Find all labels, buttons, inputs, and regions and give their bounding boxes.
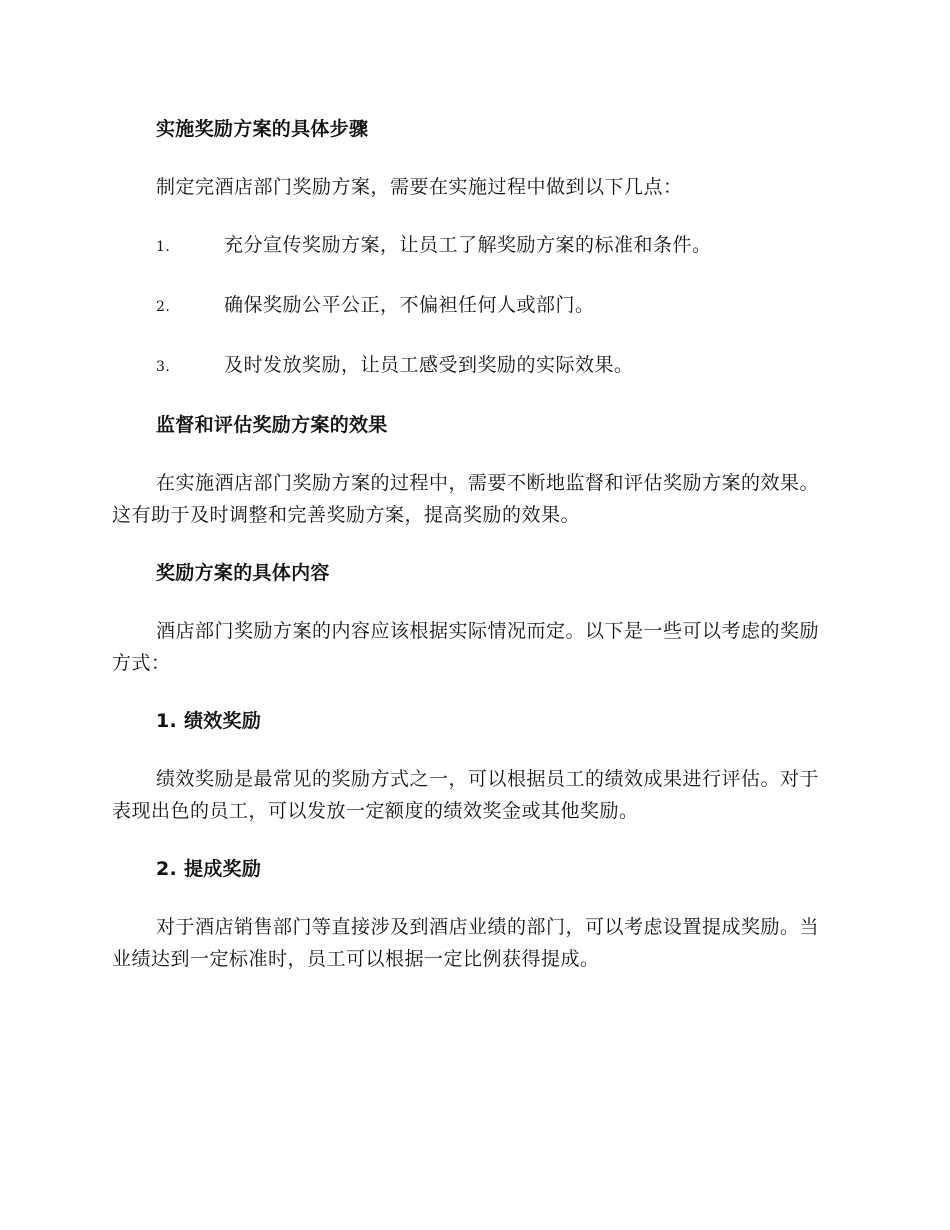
list-number: 3. (156, 359, 171, 375)
section-heading: 1. 绩效奖励 (156, 710, 262, 732)
list-text: 确保奖励公平公正，不偏袒任何人或部门。 (224, 294, 595, 316)
paragraph: 在实施酒店部门奖励方案的过程中，需要不断地监督和评估奖励方案的效果。这有助于及时调整和完善奖励方案，提高奖励的效果。 (112, 472, 820, 526)
section-heading: 奖励方案的具体内容 (156, 562, 330, 584)
list-item (112, 229, 830, 263)
numbered-list (112, 229, 830, 383)
list-number: 1. (156, 239, 171, 255)
list-item (112, 349, 830, 383)
list-text: 及时发放奖励，让员工感受到奖励的实际效果。 (224, 354, 634, 376)
section-heading: 2. 提成奖励 (156, 858, 262, 880)
list-item (112, 289, 830, 323)
list-text: 充分宣传奖励方案，让员工了解奖励方案的标准和条件。 (224, 234, 712, 256)
document-body (112, 113, 830, 1001)
paragraph: 对于酒店销售部门等直接涉及到酒店业绩的部门，可以考虑设置提成奖励。当业绩达到一定标准时，员工可以根据一定比例获得提成。 (112, 916, 820, 970)
list-number: 2. (156, 299, 171, 315)
paragraph: 酒店部门奖励方案的内容应该根据实际情况而定。以下是一些可以考虑的奖励方式： (112, 620, 820, 674)
paragraph: 绩效奖励是最常见的奖励方式之一，可以根据员工的绩效成果进行评估。对于表现出色的员工，可以发放一定额度的绩效奖金或其他奖励。 (112, 768, 820, 822)
paragraph: 制定完酒店部门奖励方案，需要在实施过程中做到以下几点： (156, 176, 683, 198)
section-heading: 实施奖励方案的具体步骤 (156, 118, 369, 140)
section-heading: 监督和评估奖励方案的效果 (156, 414, 388, 436)
